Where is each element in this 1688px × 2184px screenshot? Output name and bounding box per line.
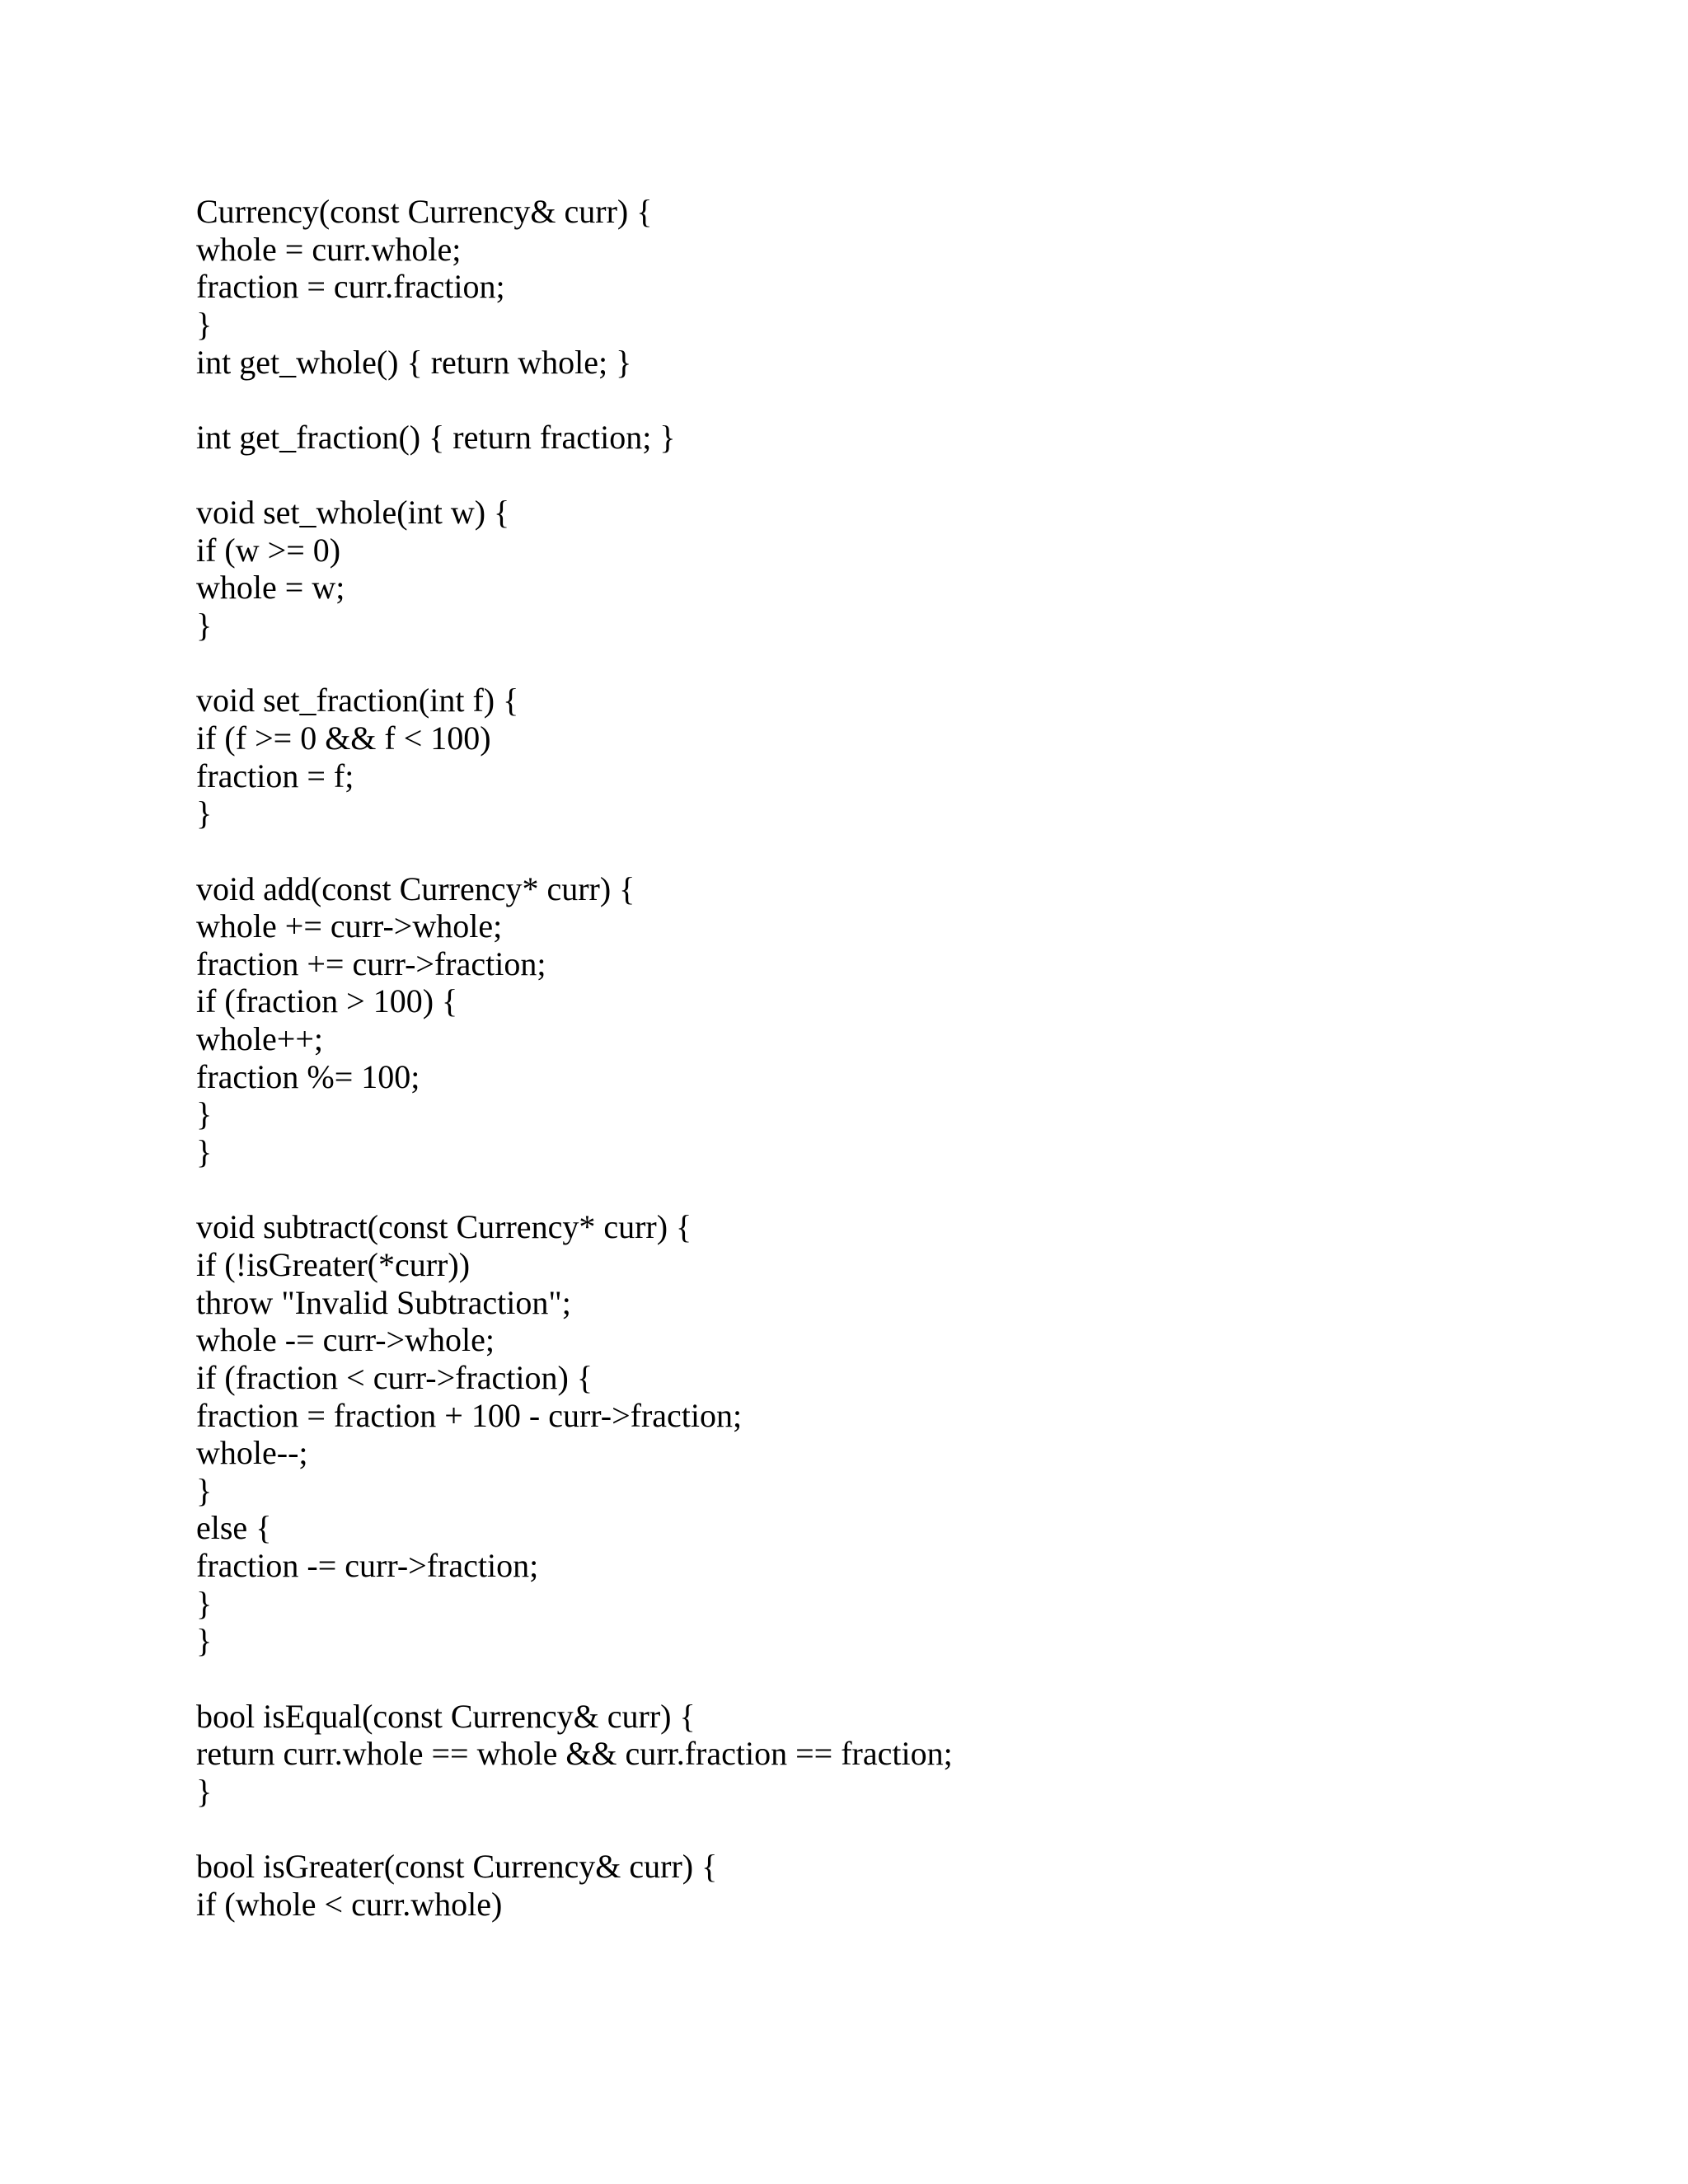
blank-line: [196, 1171, 953, 1209]
blank-line: [196, 644, 953, 682]
code-line: if (w >= 0): [196, 531, 341, 569]
code-line: }: [196, 607, 213, 644]
blank-line: [196, 1811, 953, 1849]
blank-line: [196, 1660, 953, 1698]
code-line: if (fraction < curr->fraction) {: [196, 1358, 593, 1396]
code-line: fraction = curr.fraction;: [196, 268, 505, 306]
code-line: if (!isGreater(*curr)): [196, 1245, 471, 1283]
code-line: fraction -= curr->fraction;: [196, 1547, 539, 1585]
code-line: if (f >= 0 && f < 100): [196, 719, 491, 757]
code-line: }: [196, 1095, 213, 1133]
code-line: if (whole < curr.whole): [196, 1885, 503, 1923]
code-line: if (fraction > 100) {: [196, 982, 458, 1020]
code-line: fraction %= 100;: [196, 1057, 420, 1095]
code-line: whole++;: [196, 1020, 323, 1058]
code-line: bool isEqual(const Currency& curr) {: [196, 1697, 696, 1735]
code-line: }: [196, 305, 213, 343]
code-line: Currency(const Currency& curr) {: [196, 193, 653, 230]
code-line: }: [196, 1471, 213, 1509]
code-line: void subtract(const Currency* curr) {: [196, 1208, 692, 1246]
code-line: whole = w;: [196, 569, 345, 607]
code-line: throw "Invalid Subtraction";: [196, 1283, 571, 1321]
code-line: whole -= curr->whole;: [196, 1321, 495, 1359]
code-line: fraction = f;: [196, 757, 354, 794]
code-line: }: [196, 1772, 213, 1810]
code-line: }: [196, 1133, 213, 1171]
code-line: whole = curr.whole;: [196, 230, 462, 268]
code-line: }: [196, 1622, 213, 1660]
code-line: else {: [196, 1509, 272, 1547]
code-line: void add(const Currency* curr) {: [196, 869, 635, 907]
code-line: whole--;: [196, 1434, 308, 1472]
code-line: fraction += curr->fraction;: [196, 944, 546, 982]
code-line: void set_fraction(int f) {: [196, 682, 519, 719]
code-line: void set_whole(int w) {: [196, 494, 510, 532]
code-line: whole += curr->whole;: [196, 907, 503, 945]
code-line: }: [196, 1584, 213, 1622]
code-line: return curr.whole == whole && curr.fraction == fraction;: [196, 1735, 953, 1773]
code-line: fraction = fraction + 100 - curr->fraction;: [196, 1396, 743, 1434]
code-listing: [196, 193, 953, 1923]
blank-line: [196, 832, 953, 870]
code-line: int get_fraction() { return fraction; }: [196, 418, 676, 456]
code-line: bool isGreater(const Currency& curr) {: [196, 1848, 718, 1886]
code-line: int get_whole() { return whole; }: [196, 343, 632, 381]
blank-line: [196, 456, 953, 494]
code-line: }: [196, 794, 213, 832]
blank-line: [196, 381, 953, 419]
